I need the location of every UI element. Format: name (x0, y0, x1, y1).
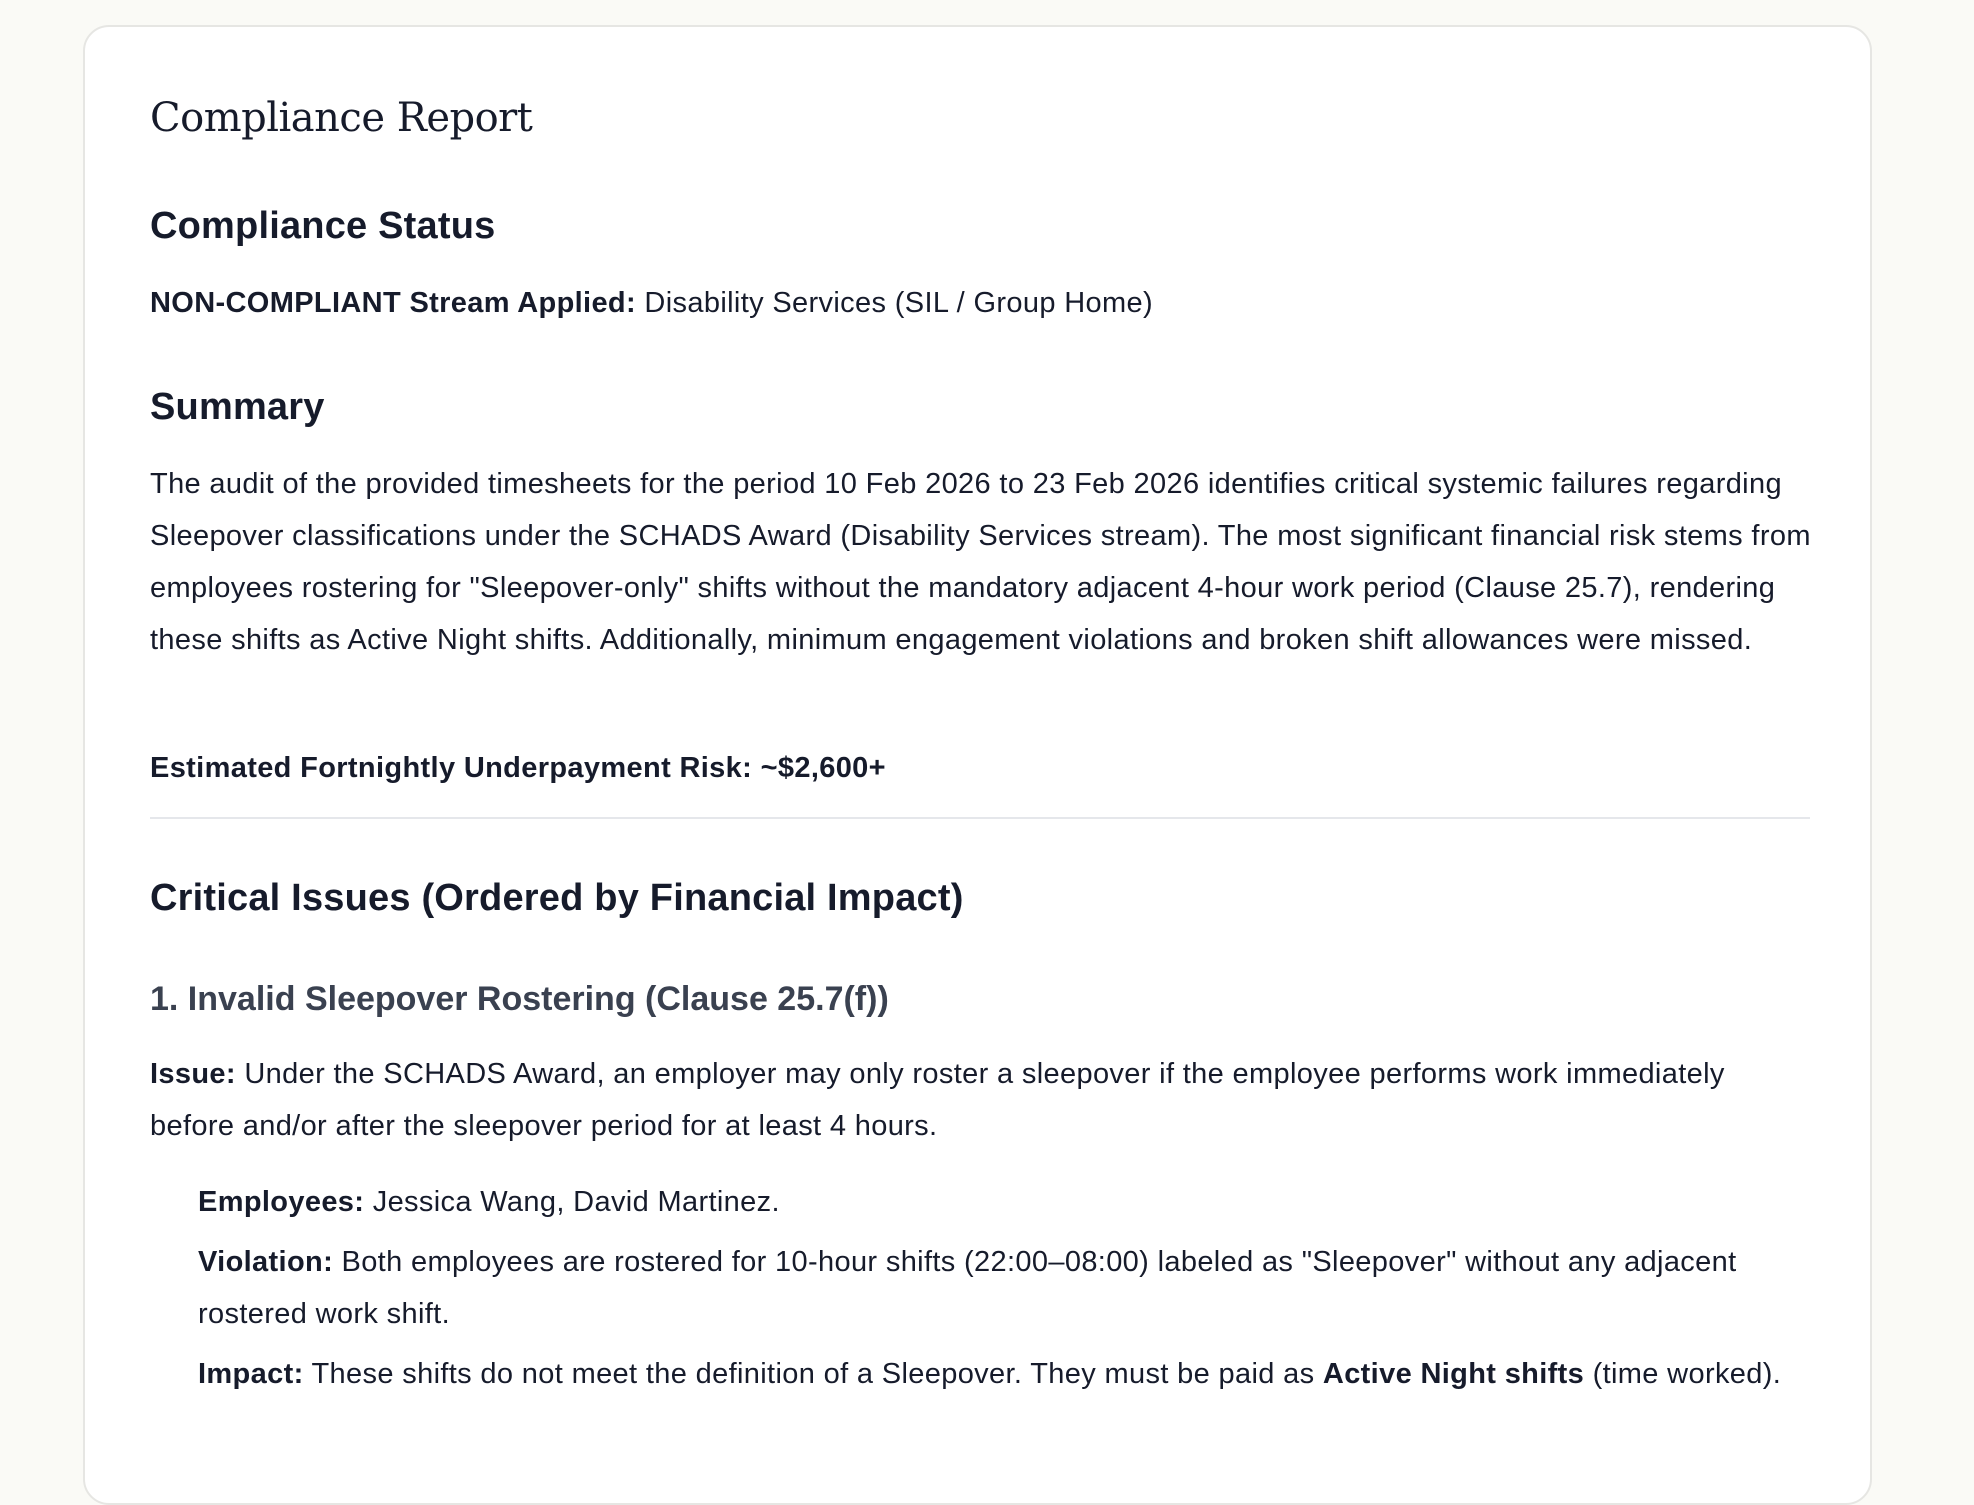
impact-tail: (time worked). (1592, 1358, 1782, 1390)
summary-heading: Summary (150, 386, 325, 428)
report-card (83, 25, 1872, 1505)
issue-text: Under the SCHADS Award, an employer may only roster a sleepover if the employee performs work immediately before and/or after the sleepover period for at least 4 hours. (150, 1058, 1725, 1142)
issue-label: Issue: (150, 1058, 236, 1090)
report-title: Compliance Report (150, 95, 533, 141)
issue-title: 1. Invalid Sleepover Rostering (Clause 25.7(f)) (150, 980, 889, 1018)
impact-item (198, 1348, 1818, 1400)
employees-text: Jessica Wang, David Martinez. (372, 1186, 780, 1218)
employees-label: Employees: (198, 1186, 365, 1218)
summary-text: The audit of the provided timesheets for the period 10 Feb 2026 to 23 Feb 2026 identifies critical systemic failures regarding Sleepover classifications under the SCHADS Award (Disability Services stream). The most significant financial risk stems from employees rostering for "Sleepover-only" shifts without the mandatory adjacent 4-hour work period (Clause 25.7), rendering these shifts as Active Night shifts. Additionally, minimum engagement violations and broken shift allowances were missed. (150, 468, 1811, 656)
compliance-status-line (150, 277, 1815, 329)
compliance-status-heading: Compliance Status (150, 205, 496, 247)
risk-value: ~$2,600+ (760, 752, 886, 784)
violation-item (198, 1236, 1818, 1340)
impact-label: Impact: (198, 1358, 304, 1390)
stream-value: Disability Services (SIL / Group Home) (644, 287, 1154, 319)
impact-bold: Active Night shifts (1322, 1358, 1585, 1390)
issue-description (150, 1048, 1815, 1152)
employees-item (198, 1176, 1818, 1228)
status-badge: NON-COMPLIANT (150, 287, 402, 319)
stream-label: Stream Applied: (409, 287, 636, 319)
underpayment-risk (150, 742, 1815, 794)
violation-label: Violation: (198, 1246, 334, 1278)
impact-text: These shifts do not meet the definition of a Sleepover. They must be paid as (311, 1358, 1315, 1390)
risk-label: Estimated Fortnightly Underpayment Risk: (150, 752, 753, 784)
divider (150, 817, 1810, 819)
critical-issues-heading: Critical Issues (Ordered by Financial Impact) (150, 877, 964, 919)
violation-text: Both employees are rostered for 10-hour shifts (22:00–08:00) labeled as "Sleepover" without any adjacent rostered work shift. (198, 1246, 1737, 1330)
